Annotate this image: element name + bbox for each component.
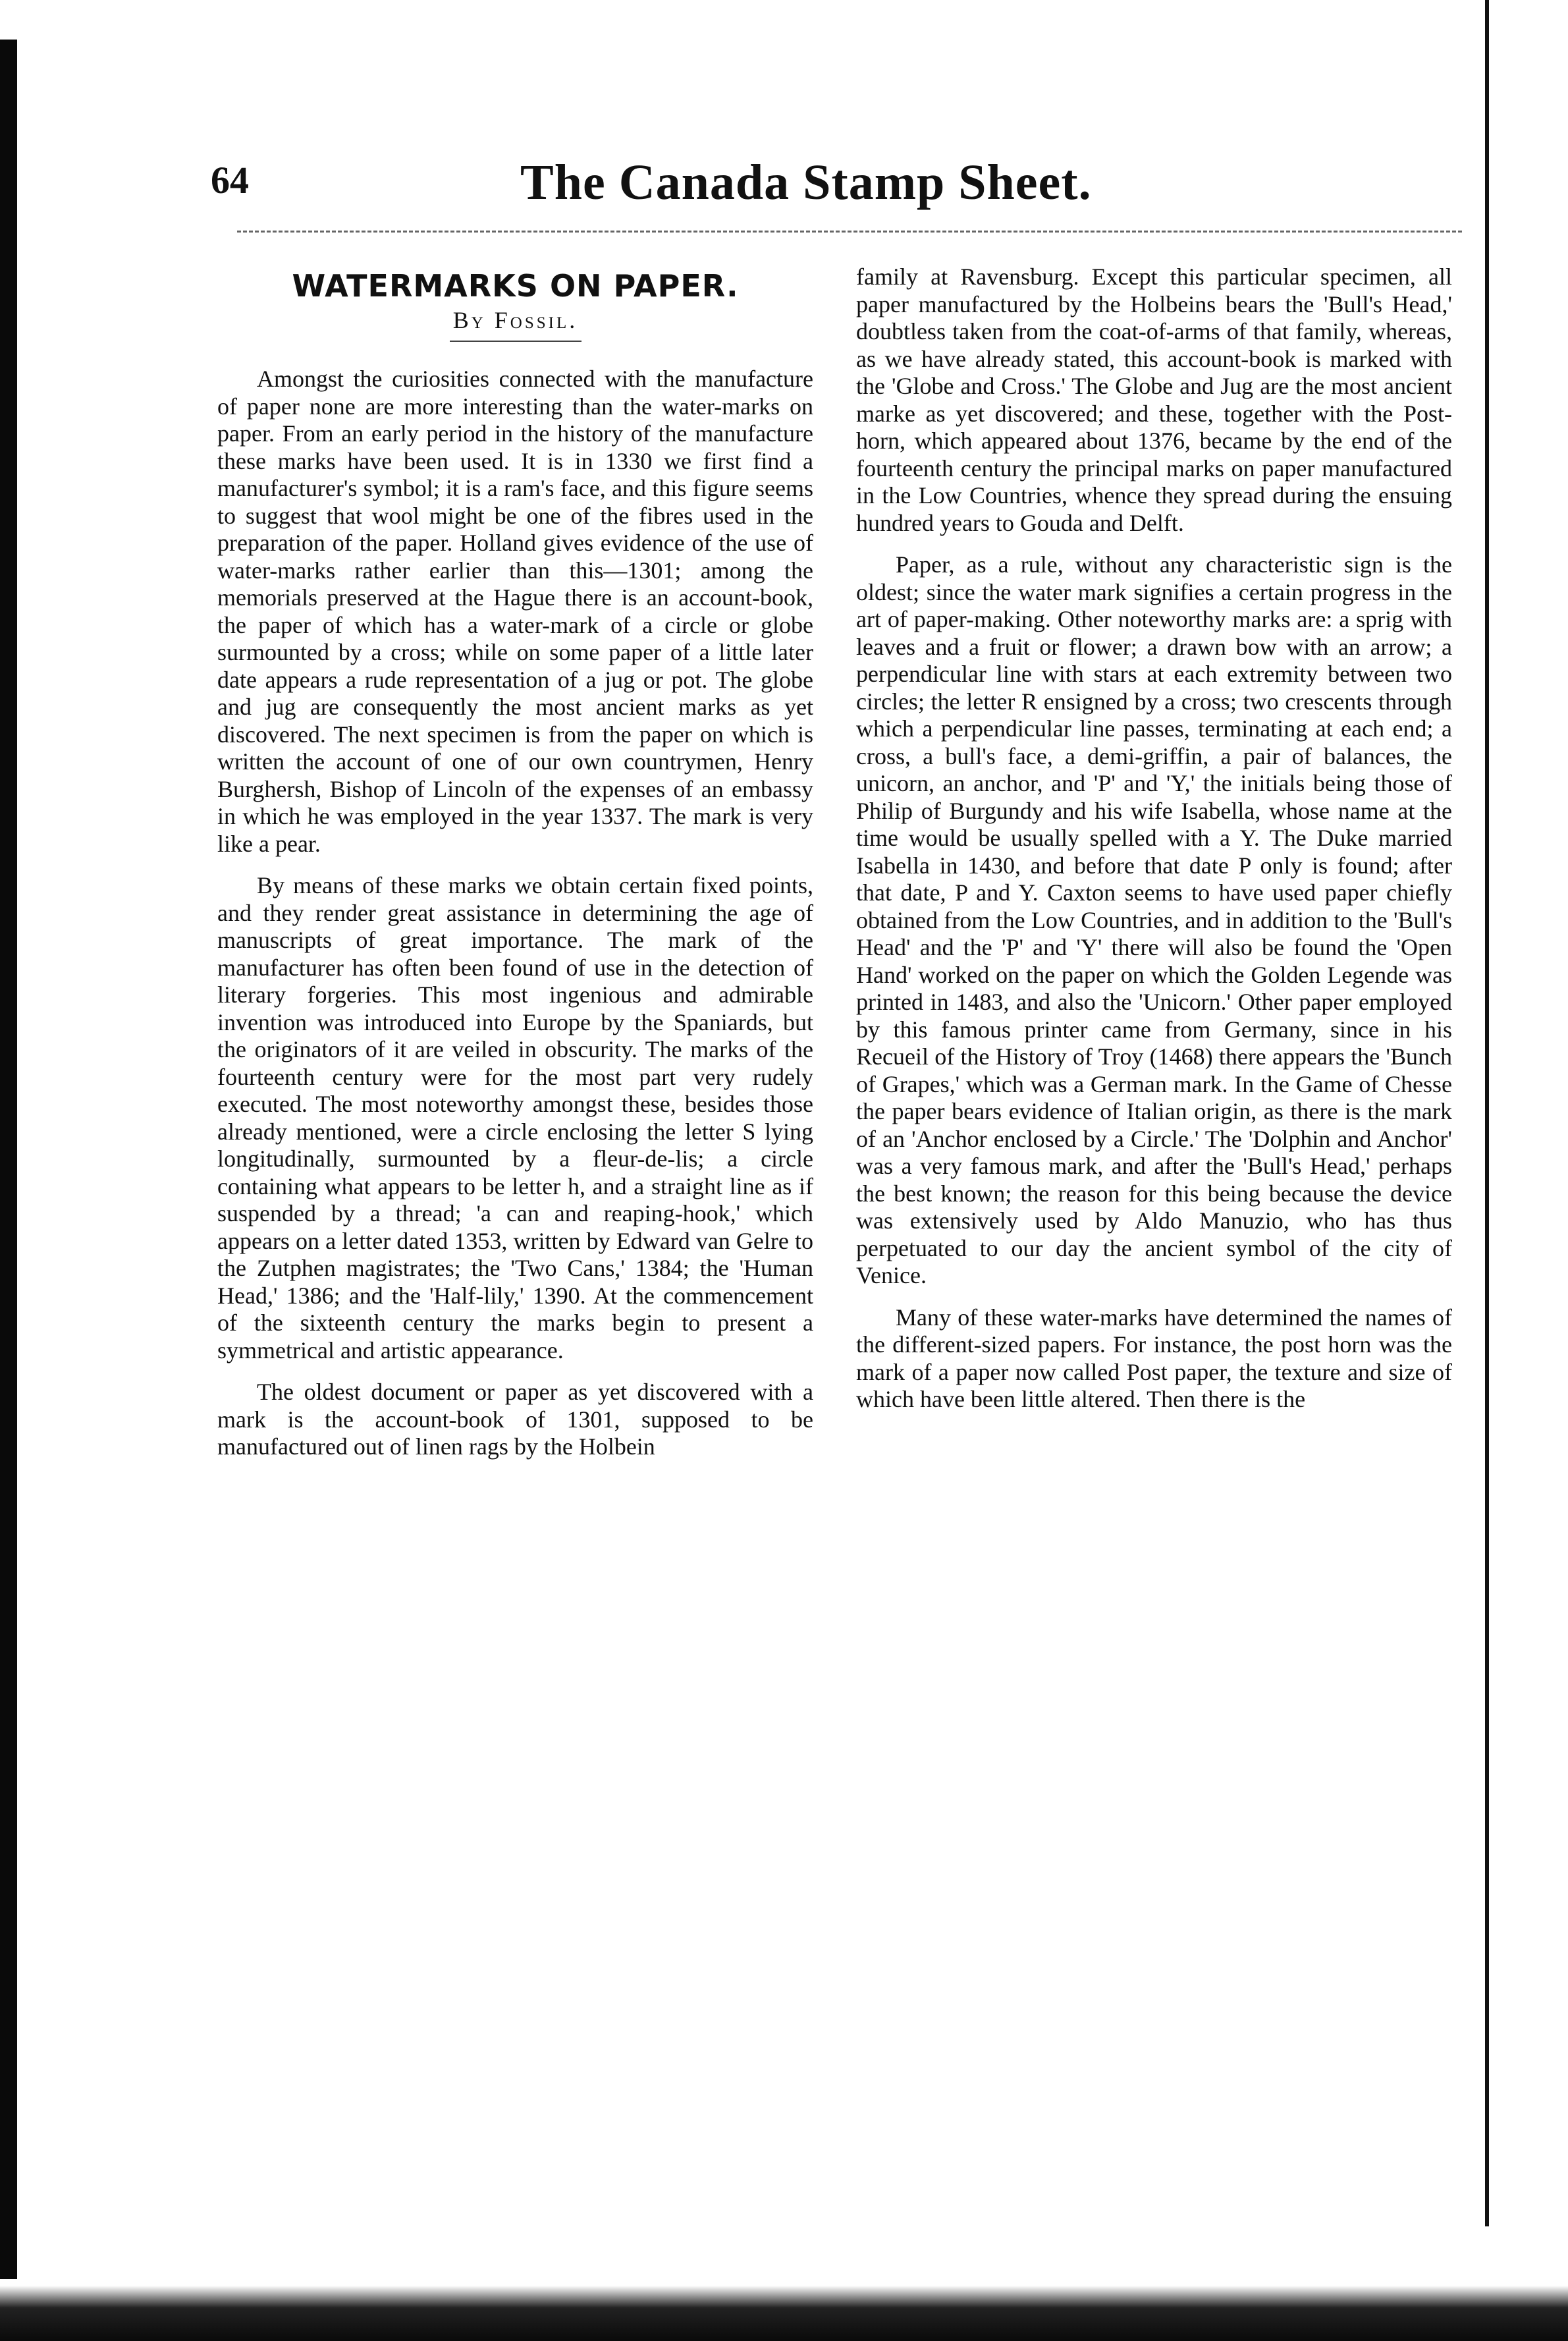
header-rule: [237, 231, 1462, 233]
paragraph: Paper, as a rule, without any characteristic sign is the oldest; since the water mark signifies a certain progress in the art of paper-making. Other noteworthy marks are: a sprig with leaves and a fruit or flower; a drawn bow with an arrow; a perpendicular line with stars at each extremity between two circles; the letter R ensigned by a cross; two crescents through which a perpendicular line passes, terminating at each end; a cross, a bull's face, a demi-griffin, a pair of balances, the unicorn, an anchor, and 'P' and 'Y,' the initials being those of Philip of Burgundy and his wife Isabella, whose name at the time would be usually spelled with a Y. The Duke married Isabella in 1430, and before that date P only is found; after that date, P and Y. Caxton seems to have used paper chiefly obtained from the Low Countries, and in addition to the 'Bull's Head' and the 'P' and 'Y' there will also be found the 'Open Hand' worked on the paper on which the Golden Legende was printed in 1483, and also the 'Unicorn.' Other paper employed by this famous printer came from Germany, since in his Recueil of the History of Troy (1468) there appears the 'Bunch of Grapes,' which was a German mark. In the Game of Chesse the paper bears evidence of Italian origin, as there is the mark of an 'Anchor enclosed by a Circle.' The 'Dolphin and Anchor' was a very famous mark, and after the 'Bull's Head,' perhaps the best known; the reason for this being because the device was extensively used by Aldo Manuzio, who has thus perpetuated to our day the ancient symbol of the city of Venice.: [856, 551, 1452, 1288]
page-header: [211, 155, 1475, 211]
article-title: WATERMARKS ON PAPER.: [292, 268, 739, 304]
scan-edge-bottom: [0, 2286, 1568, 2341]
scan-edge-right: [1485, 0, 1489, 2226]
paragraph: The oldest document or paper as yet discovered with a mark is the account-book of 1301, supposed to be manufactured out of linen rags by the Holbein: [217, 1379, 813, 1460]
paragraph: family at Ravensburg. Except this particular specimen, all paper manufactured by the Holbeins bears the 'Bull's Head,' doubtless taken from the coat-of-arms of that family, whereas, as we have already stated, this account-book is marked with the 'Globe and Cross.' The Globe and Jug are the most ancient marke as yet discovered; and these, together with the Post-horn, which appeared about 1376, became by the end of the fourteenth century the principal marks on paper manufactured in the Low Countries, whence they spread during the ensuing hundred years to Gouda and Delft.: [856, 263, 1452, 536]
title-rule: [450, 341, 581, 342]
paragraph: By means of these marks we obtain certain fixed points, and they render great assistance in determining the age of manuscripts of great importance. The mark of the manufacturer has often been found of use in the detection of literary forgeries. This most ingenious and admirable invention was introduced into Europe by the Spaniards, but the originators of it are veiled in obscurity. The marks of the fourteenth century were for the most part very rudely executed. The most noteworthy amongst these, besides those already mentioned, were a circle enclosing the letter S lying longitudinally, surmounted by a fleur-de-lis; a circle containing what appears to be letter h, and a straight line as if suspended by a thread; 'a can and reaping-hook,' which appears on a letter dated 1353, written by Edward van Gelre to the Zutphen magistrates; the 'Two Cans,' 1384; the 'Human Head,' 1386; and the 'Half-lily,' 1390. At the commencement of the sixteenth century the marks begin to present a symmetrical and artistic appearance.: [217, 872, 813, 1363]
paragraph: Amongst the curiosities connected with the manufacture of paper none are more interesting than the water-marks on paper. From an early period in the history of the manufacture these marks have been used. It is in 1330 we first find a manufacturer's symbol; it is a ram's face, and this figure seems to suggest that wool might be one of the fibres used in the preparation of the paper. Holland gives evidence of the use of water-marks rather earlier than this—1301; among the memorials preserved at the Hague there is an account-book, the paper of which has a water-mark of a circle or globe surmounted by a cross; while on some paper of a little later date appears a rude representation of a jug or pot. The globe and jug are consequently the most ancient marks as yet discovered. The next specimen is from the paper on which is written the account of one of our own countrymen, Henry Burghersh, Bishop of Lincoln of the expenses of an embassy in which he was employed in the year 1337. The mark is very like a pear.: [217, 366, 813, 857]
left-column: [217, 263, 813, 1475]
page-number: 64: [211, 159, 249, 202]
right-column: [856, 263, 1452, 1428]
journal-title: The Canada Stamp Sheet.: [520, 155, 1092, 210]
byline: By Fossil.: [452, 306, 578, 333]
scan-edge-left: [0, 40, 17, 2279]
paragraph: Many of these water-marks have determined the names of the different-sized papers. For instance, the post horn was the mark of a paper now called Post paper, the texture and size of which have been little altered. Then there is the: [856, 1304, 1452, 1412]
